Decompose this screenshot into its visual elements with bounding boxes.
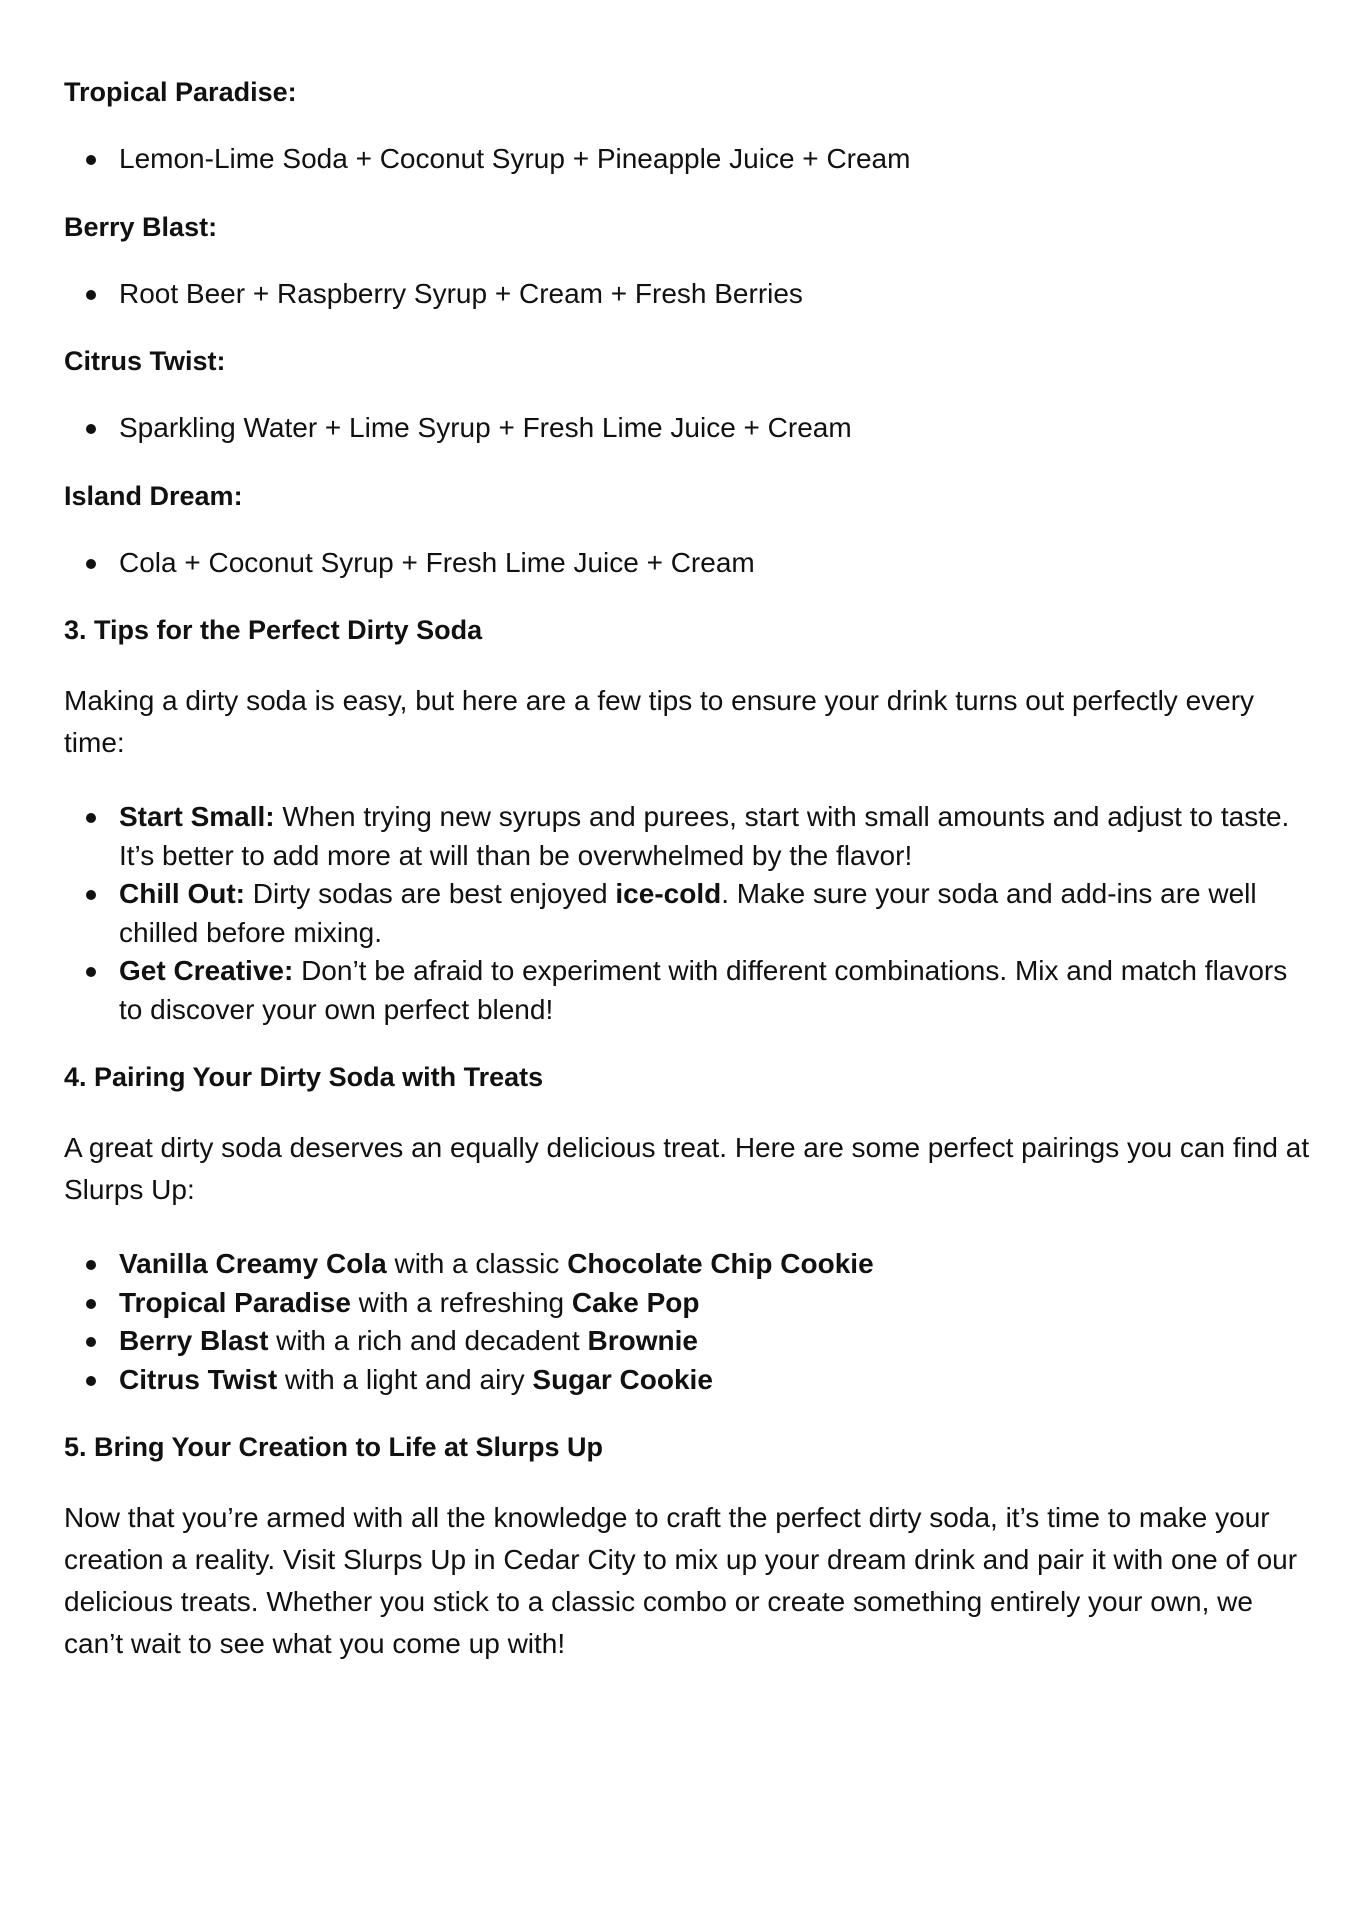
tip-emphasis: ice-cold bbox=[615, 878, 722, 909]
bullet-icon bbox=[86, 290, 96, 300]
recipe-ingredients-list bbox=[64, 275, 1314, 314]
bullet-icon bbox=[86, 559, 96, 569]
recipe-title: Berry Blast: bbox=[64, 211, 218, 242]
pairing-treat: Cake Pop bbox=[571, 1286, 700, 1318]
pairing-treat: Sugar Cookie bbox=[532, 1363, 713, 1395]
bullet-icon bbox=[86, 424, 96, 434]
list-item bbox=[64, 798, 1314, 875]
bullet-icon bbox=[86, 967, 96, 977]
pairing-connector: with a classic bbox=[386, 1248, 568, 1279]
section-heading-pairings: 4. Pairing Your Dirty Soda with Treats bbox=[64, 1062, 544, 1092]
tips-list bbox=[64, 798, 1314, 1029]
bullet-icon bbox=[86, 155, 96, 165]
pairings-intro: A great dirty soda deserves an equally delicious treat. Here are some perfect pairings you can find at Slurps Up: bbox=[64, 1132, 1310, 1205]
pairing-connector: with a rich and decadent bbox=[268, 1325, 588, 1356]
ingredients-text: Lemon-Lime Soda + Coconut Syrup + Pineapple Juice + Cream bbox=[119, 143, 911, 174]
list-item bbox=[64, 140, 1314, 179]
list-item bbox=[64, 1284, 1314, 1323]
pairing-drink: Berry Blast bbox=[119, 1325, 269, 1356]
list-item bbox=[64, 1361, 1314, 1400]
bullet-icon bbox=[86, 1376, 96, 1386]
tip-text: Don’t be afraid to experiment with different combinations. Mix and match flavors to discover your own perfect blend! bbox=[119, 955, 1288, 1025]
tip-label: Chill Out: bbox=[119, 878, 245, 909]
tip-label: Start Small: bbox=[119, 801, 275, 832]
document-page bbox=[64, 72, 1314, 1665]
tip-text: Dirty sodas are best enjoyed bbox=[244, 878, 616, 909]
recipe-ingredients-list bbox=[64, 544, 1314, 583]
pairing-treat: Brownie bbox=[587, 1325, 698, 1356]
recipe-ingredients-list bbox=[64, 409, 1314, 448]
closing-paragraph: Now that you’re armed with all the knowledge to craft the perfect dirty soda, it’s time to make your creation a reality. Visit Slurps Up in Cedar City to mix up your dream drink and pair it with one of our delicious treats. Whether you stick to a classic combo or create something entirely your own, we can’t wait to see what you come up with! bbox=[64, 1502, 1298, 1659]
recipe-title: Island Dream: bbox=[64, 480, 243, 511]
pairing-drink: Vanilla Creamy Cola bbox=[119, 1248, 387, 1279]
recipe-title: Citrus Twist: bbox=[64, 346, 226, 376]
ingredients-text: Root Beer + Raspberry Syrup + Cream + Fresh Berries bbox=[119, 277, 803, 309]
ingredients-text: Sparkling Water + Lime Syrup + Fresh Lime Juice + Cream bbox=[119, 412, 852, 443]
pairing-drink: Citrus Twist bbox=[119, 1363, 278, 1395]
tips-intro: Making a dirty soda is easy, but here are a few tips to ensure your drink turns out perfectly every time: bbox=[64, 685, 1255, 758]
list-item bbox=[64, 1245, 1314, 1284]
list-item bbox=[64, 875, 1314, 952]
bullet-icon bbox=[86, 813, 96, 823]
recipe-ingredients-list bbox=[64, 140, 1314, 179]
list-item bbox=[64, 275, 1314, 314]
bullet-icon bbox=[86, 1337, 96, 1347]
section-heading-tips: 3. Tips for the Perfect Dirty Soda bbox=[64, 615, 483, 645]
list-item bbox=[64, 544, 1314, 583]
tip-text: . Make sure your soda and add-ins are well chilled before mixing. bbox=[119, 878, 1257, 948]
pairing-connector: with a refreshing bbox=[350, 1286, 572, 1318]
bullet-icon bbox=[86, 890, 96, 900]
list-item bbox=[64, 952, 1314, 1029]
section-heading-closing: 5. Bring Your Creation to Life at Slurps Up bbox=[64, 1432, 604, 1462]
bullet-icon bbox=[86, 1299, 96, 1309]
list-item bbox=[64, 1322, 1314, 1361]
tip-label: Get Creative: bbox=[119, 955, 294, 986]
recipe-title: Tropical Paradise: bbox=[64, 77, 297, 107]
bullet-icon bbox=[86, 1260, 96, 1270]
pairing-drink: Tropical Paradise bbox=[119, 1286, 351, 1318]
pairing-connector: with a light and airy bbox=[277, 1363, 533, 1395]
ingredients-text: Cola + Coconut Syrup + Fresh Lime Juice + Cream bbox=[119, 546, 755, 578]
pairings-list bbox=[64, 1245, 1314, 1399]
tip-text: When trying new syrups and purees, start with small amounts and adjust to taste. It’s better to add more at will than be overwhelmed by the flavor! bbox=[119, 801, 1290, 871]
pairing-treat: Chocolate Chip Cookie bbox=[567, 1248, 874, 1279]
list-item bbox=[64, 409, 1314, 448]
